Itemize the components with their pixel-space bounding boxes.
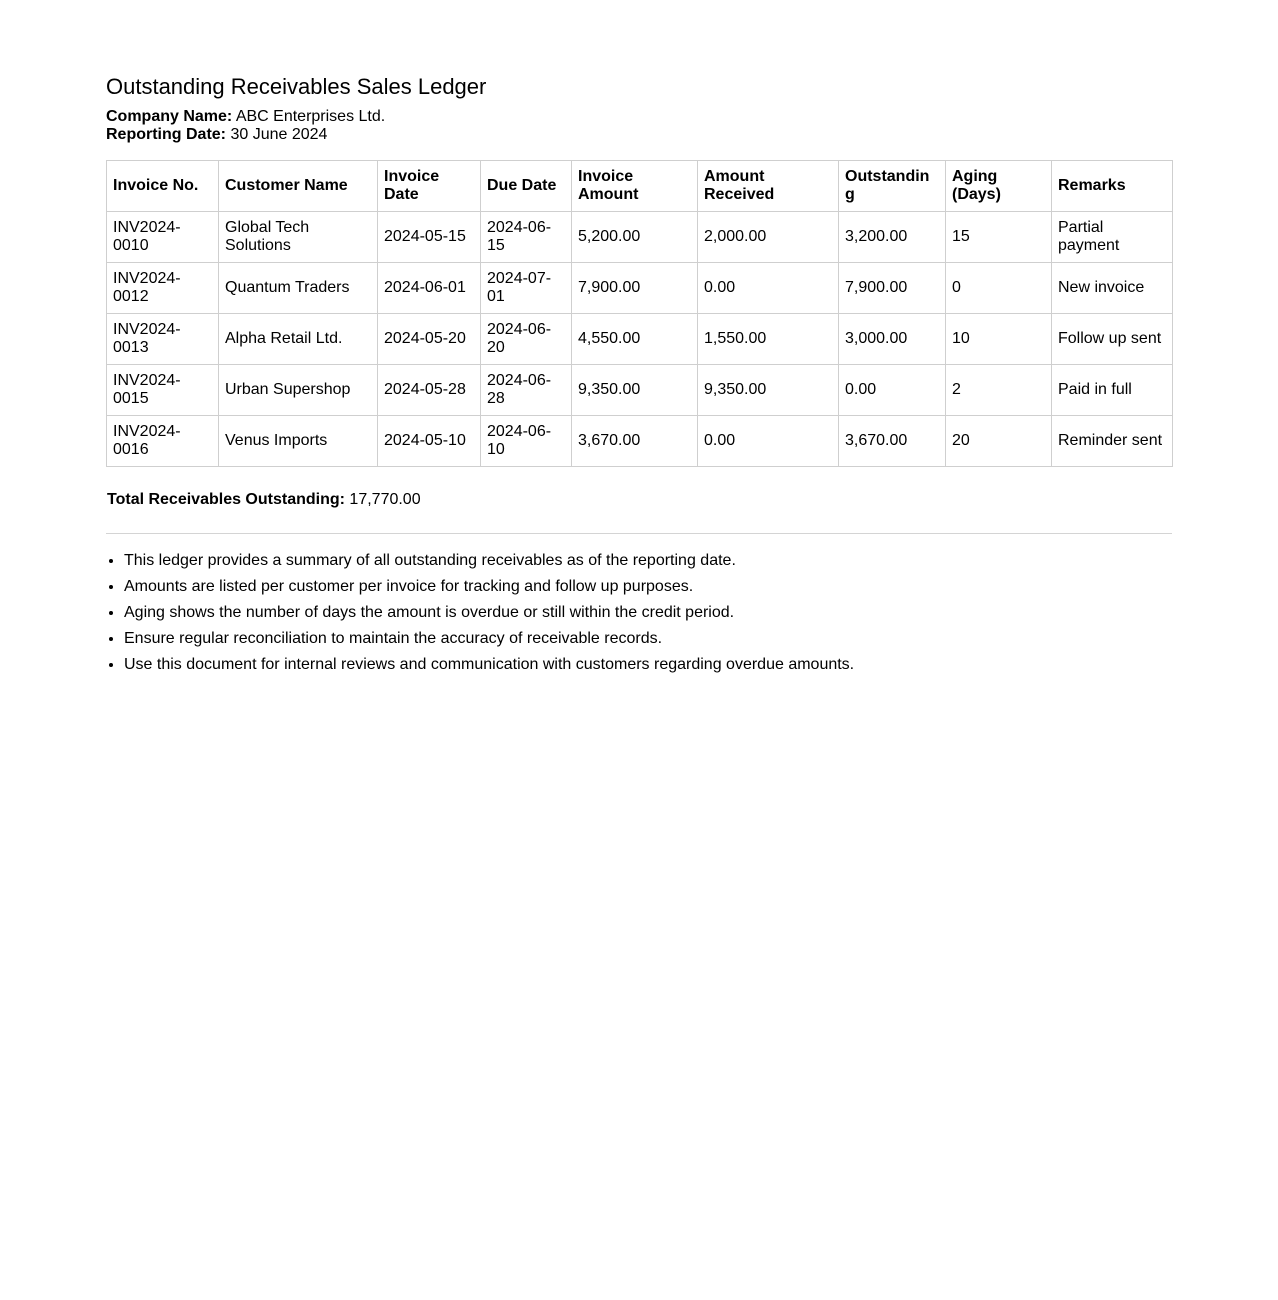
list-item: • Aging shows the number of days the amount is overdue or still within the credit period. <box>124 604 1172 622</box>
list-item: • This ledger provides a summary of all outstanding receivables as of the reporting date. <box>124 552 1172 570</box>
column-header: Remarks <box>1052 161 1173 212</box>
table-cell: 2024-06-28 <box>481 365 572 416</box>
table-cell: 2024-07-01 <box>481 263 572 314</box>
section-divider <box>106 533 1172 534</box>
table-cell: 2024-06-15 <box>481 212 572 263</box>
table-cell: 2024-05-10 <box>378 416 481 467</box>
table-cell: New invoice <box>1052 263 1173 314</box>
table-cell: 5,200.00 <box>572 212 698 263</box>
page-title: Outstanding Receivables Sales Ledger <box>106 74 487 99</box>
table-cell: 9,350.00 <box>698 365 839 416</box>
column-header: Amount Received <box>698 161 839 212</box>
table-cell: 10 <box>946 314 1052 365</box>
column-header: Aging (Days) <box>946 161 1052 212</box>
company-name-label: Company Name: <box>106 108 233 125</box>
column-header: Customer Name <box>219 161 378 212</box>
table-cell: 3,670.00 <box>572 416 698 467</box>
table-cell: 3,670.00 <box>839 416 946 467</box>
table-cell: Global Tech Solutions <box>219 212 378 263</box>
table-cell: INV2024-0016 <box>107 416 219 467</box>
table-cell: 2,000.00 <box>698 212 839 263</box>
table-cell: 0.00 <box>839 365 946 416</box>
table-cell: 2024-05-28 <box>378 365 481 416</box>
list-item: • Use this document for internal reviews and communication with customers regarding overdue amounts. <box>124 656 1172 674</box>
total-outstanding <box>106 491 1172 509</box>
table-cell: 7,900.00 <box>572 263 698 314</box>
table-row <box>107 416 1173 467</box>
table-cell: 20 <box>946 416 1052 467</box>
table-row <box>107 314 1173 365</box>
total-outstanding-label: Total Receivables Outstanding: <box>107 491 345 508</box>
table-row <box>107 263 1173 314</box>
list-item: • Amounts are listed per customer per invoice for tracking and follow up purposes. <box>124 578 1172 596</box>
document-meta <box>106 108 1172 144</box>
table-cell: 15 <box>946 212 1052 263</box>
table-cell: 3,000.00 <box>839 314 946 365</box>
table-cell: Reminder sent <box>1052 416 1173 467</box>
reporting-date-value: 30 June 2024 <box>230 126 328 143</box>
notes-list <box>106 552 1172 674</box>
column-header: Due Date <box>481 161 572 212</box>
table-cell: INV2024-0015 <box>107 365 219 416</box>
column-header: Invoice Date <box>378 161 481 212</box>
total-outstanding-value: 17,770.00 <box>349 491 421 508</box>
receivables-table <box>106 160 1173 467</box>
table-cell: Alpha Retail Ltd. <box>219 314 378 365</box>
table-cell: 2 <box>946 365 1052 416</box>
table-cell: INV2024-0013 <box>107 314 219 365</box>
column-header: Invoice Amount <box>572 161 698 212</box>
company-name-value: ABC Enterprises Ltd. <box>235 108 386 125</box>
table-cell: 2024-05-20 <box>378 314 481 365</box>
column-header: Invoice No. <box>107 161 219 212</box>
table-cell: 0.00 <box>698 416 839 467</box>
company-name-line <box>106 108 1172 126</box>
table-header-row <box>107 161 1173 212</box>
table-cell: 2024-06-01 <box>378 263 481 314</box>
table-cell: Follow up sent <box>1052 314 1173 365</box>
table-cell: 1,550.00 <box>698 314 839 365</box>
table-cell: 0.00 <box>698 263 839 314</box>
table-cell: 2024-06-20 <box>481 314 572 365</box>
table-cell: 2024-06-10 <box>481 416 572 467</box>
table-cell: Venus Imports <box>219 416 378 467</box>
table-cell: Paid in full <box>1052 365 1173 416</box>
ledger-document <box>106 74 1172 682</box>
table-row <box>107 365 1173 416</box>
table-cell: INV2024-0010 <box>107 212 219 263</box>
table-cell: Urban Supershop <box>219 365 378 416</box>
table-cell: 3,200.00 <box>839 212 946 263</box>
table-cell: 2024-05-15 <box>378 212 481 263</box>
list-item: • Ensure regular reconciliation to maintain the accuracy of receivable records. <box>124 630 1172 648</box>
table-cell: 9,350.00 <box>572 365 698 416</box>
table-cell: 0 <box>946 263 1052 314</box>
table-cell: Quantum Traders <box>219 263 378 314</box>
table-cell: 7,900.00 <box>839 263 946 314</box>
table-cell: INV2024-0012 <box>107 263 219 314</box>
reporting-date-label: Reporting Date: <box>106 126 226 143</box>
table-cell: Partial payment <box>1052 212 1173 263</box>
table-row <box>107 212 1173 263</box>
reporting-date-line <box>106 126 1172 144</box>
table-cell: 4,550.00 <box>572 314 698 365</box>
column-header: Outstanding <box>839 161 946 212</box>
